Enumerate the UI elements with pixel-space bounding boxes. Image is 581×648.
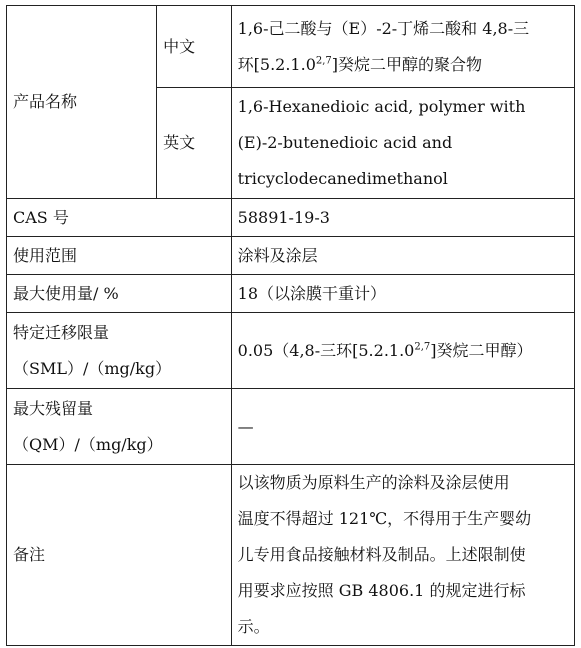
remarks-label: 备注: [7, 465, 232, 646]
qm-label: [7, 389, 232, 465]
sml-label-line2: （SML）/（mg/kg）: [13, 358, 172, 378]
english-name-value: [231, 88, 574, 199]
chinese-name-line2: 环[5.2.1.0$^{2,7}$]癸烷二甲醇的聚合物: [237, 54, 483, 74]
sml-label: [7, 313, 232, 389]
sml-value: 0.05（4,8-三环[5.2.1.0$^{2,7}$]癸烷二甲醇）: [231, 313, 574, 389]
sml-label-line1: 特定迁移限量: [13, 322, 110, 342]
product-name-label: 产品名称: [7, 6, 157, 199]
row-scope: [7, 237, 575, 275]
chinese-name-line1: 1,6-己二酸与（E）-2-丁烯二酸和 4,8-三: [237, 18, 530, 38]
additive-spec-table: [6, 5, 575, 646]
max-use-label: 最大使用量/ %: [7, 275, 232, 313]
cas-label: CAS 号: [7, 199, 232, 237]
scope-value: 涂料及涂层: [231, 237, 574, 275]
row-cas: [7, 199, 575, 237]
chinese-name-superscript: 2,7: [315, 55, 332, 67]
sml-superscript: 2,7: [414, 341, 431, 353]
row-sml: [7, 313, 575, 389]
qm-value: —: [231, 389, 574, 465]
remarks-value: [231, 465, 574, 646]
remarks-line2: 温度不得超过 121℃，不得用于生产婴幼: [237, 509, 532, 528]
remarks-line1: 以该物质为原料生产的涂料及涂层使用: [237, 473, 510, 492]
row-qm: [7, 389, 575, 465]
chinese-name-value: [231, 6, 574, 88]
max-use-value: 18（以涂膜干重计）: [231, 275, 574, 313]
remarks-line5: 示。: [237, 617, 270, 636]
row-product-name-chinese: [7, 6, 575, 88]
chinese-label: 中文: [157, 6, 232, 88]
row-remarks: [7, 465, 575, 646]
row-max-use: [7, 275, 575, 313]
english-name-line1: 1,6-Hexanedioic acid, polymer with: [237, 97, 526, 116]
remarks-line3: 儿专用食品接触材料及制品。上述限制使: [237, 545, 526, 564]
scope-label: 使用范围: [7, 237, 232, 275]
remarks-line4: 用要求应按照 GB 4806.1 的规定进行标: [237, 581, 526, 600]
cas-value: 58891-19-3: [231, 199, 574, 237]
qm-label-line1: 最大残留量: [13, 398, 94, 418]
additive-spec-sheet: [6, 5, 575, 646]
english-name-line2: (E)-2-butenedioic acid and: [237, 133, 453, 152]
english-name-line3: tricyclodecanedimethanol: [237, 169, 448, 188]
english-label: 英文: [157, 88, 232, 199]
qm-label-line2: （QM）/（mg/kg）: [13, 434, 163, 454]
